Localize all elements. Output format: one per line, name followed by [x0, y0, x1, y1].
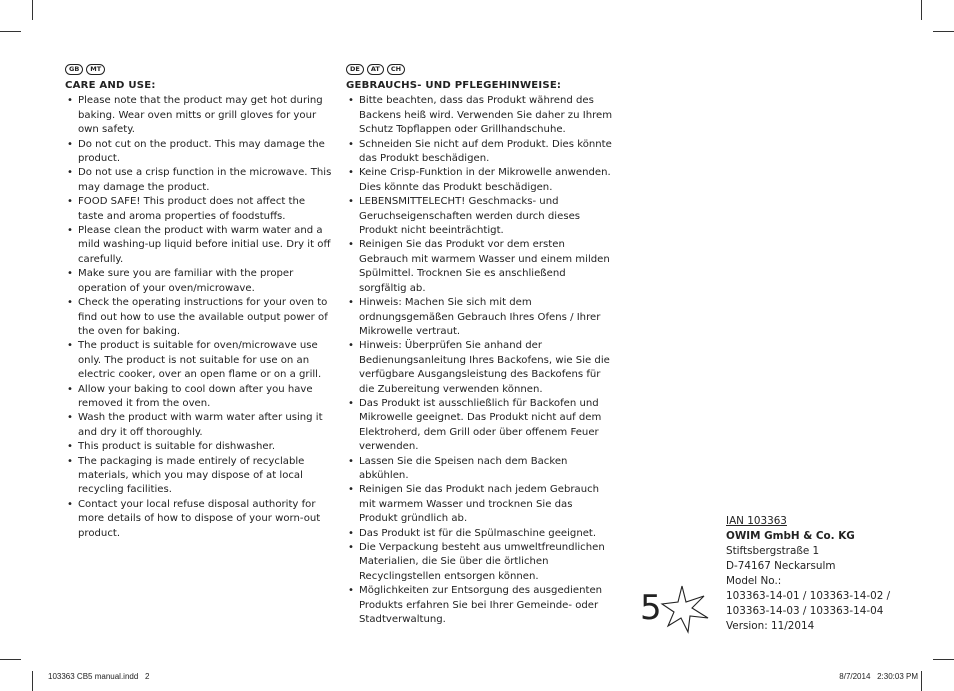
list-item: • Hinweis: Machen Sie sich mit dem ordnungsgemäßen Gebrauch Ihres Ofens / Ihrer Mikrowelle vertraut.	[346, 296, 614, 339]
english-section	[65, 64, 333, 541]
list-item: • Möglichkeiten zur Entsorgung des ausgedienten Produkts erfahren Sie bei Ihrer Gemeinde- oder Stadtverwaltung.	[346, 584, 614, 627]
list-item: • The product is suitable for oven/microwave use only. The product is not suitable for use on an electric cooker, over an open flame or on a grill.	[65, 339, 333, 382]
crop-mark	[32, 671, 33, 691]
country-badges	[346, 64, 614, 76]
list-item: • Hinweis: Überprüfen Sie anhand der Bedienungsanleitung Ihres Backofens, wie Sie die verfügbare Ausgangsleistung des Backofens für die Zubereitung verwenden können.	[346, 339, 614, 397]
crop-mark	[933, 31, 954, 32]
list-item: • Lassen Sie die Speisen nach dem Backen abkühlen.	[346, 455, 614, 484]
crop-mark	[933, 659, 954, 660]
list-item: • Make sure you are familiar with the proper operation of your oven/microwave.	[65, 267, 333, 296]
model-numbers-line: 103363-14-01 / 103363-14-02 /	[726, 590, 891, 602]
list-item: • Reinigen Sie das Produkt nach jedem Gebrauch mit warmem Wasser und trocknen Sie das Produkt gründlich ab.	[346, 483, 614, 526]
star-icon	[660, 584, 714, 634]
model-label: Model No.:	[726, 575, 782, 587]
instruction-list	[346, 94, 614, 627]
model-numbers-line: 103363-14-03 / 103363-14-04	[726, 605, 884, 617]
page-number: 5	[640, 588, 662, 628]
crop-mark	[32, 0, 33, 20]
list-item: • FOOD SAFE! This product does not affect the taste and aroma properties of foodstuffs.	[65, 195, 333, 224]
list-item: • Do not use a crisp function in the microwave. This may damage the product.	[65, 166, 333, 195]
list-item: • This product is suitable for dishwasher.	[65, 440, 333, 454]
list-item: • Please clean the product with warm water and a mild washing-up liquid before initial use. Dry it off carefully.	[65, 224, 333, 267]
country-badge-at: AT	[367, 64, 384, 75]
country-badge-gb: GB	[65, 64, 83, 75]
crop-mark	[0, 659, 21, 660]
ian-number: IAN 103363	[726, 515, 787, 527]
list-item: • Schneiden Sie nicht auf dem Produkt. Dies könnte das Produkt beschädigen.	[346, 138, 614, 167]
manufacturer-address	[726, 514, 926, 634]
list-item: • The packaging is made entirely of recyclable materials, which you may dispose of at local recycling facilities.	[65, 455, 333, 498]
list-item: • Wash the product with warm water after using it and dry it off thoroughly.	[65, 411, 333, 440]
list-item: • Das Produkt ist für die Spülmaschine geeignet.	[346, 527, 614, 541]
section-heading: GEBRAUCHS- UND PFLEGEHINWEISE:	[346, 80, 562, 91]
list-item: • Das Produkt ist ausschließlich für Backofen und Mikrowelle geeignet. Das Produkt nicht auf dem Elektroherd, dem Grill oder über offenem Feuer verwenden.	[346, 397, 614, 455]
section-heading: CARE AND USE:	[65, 80, 156, 91]
list-item: • Allow your baking to cool down after you have removed it from the oven.	[65, 383, 333, 412]
country-badges	[65, 64, 333, 76]
country-badge-mt: MT	[86, 64, 105, 75]
list-item: • Bitte beachten, dass das Produkt während des Backens heiß wird. Verwenden Sie daher zu Ihrem Schutz Topflappen oder Grillhandschuhe.	[346, 94, 614, 137]
crop-mark	[0, 31, 21, 32]
country-badge-de: DE	[346, 64, 364, 75]
country-badge-ch: CH	[387, 64, 405, 75]
list-item: • Keine Crisp-Funktion in der Mikrowelle anwenden. Dies könnte das Produkt beschädigen.	[346, 166, 614, 195]
version-info: Version: 11/2014	[726, 620, 815, 632]
crop-mark	[921, 0, 922, 20]
timestamp-slug: 8/7/2014 2:30:03 PM	[839, 672, 918, 681]
list-item: • LEBENSMITTELECHT! Geschmacks- und Geruchseigenschaften werden durch dieses Produkt nicht beeinträchtigt.	[346, 195, 614, 238]
list-item: • Reinigen Sie das Produkt vor dem ersten Gebrauch mit warmem Wasser und einem milden Spülmittel. Trocknen Sie es anschließend sorgfältig ab.	[346, 238, 614, 296]
list-item: • Check the operating instructions for your oven to find out how to use the available output power of the oven for baking.	[65, 296, 333, 339]
street-address: Stiftsbergstraße 1	[726, 545, 820, 557]
company-name: OWIM GmbH & Co. KG	[726, 530, 855, 542]
instruction-list	[65, 94, 333, 541]
list-item: • Die Verpackung besteht aus umweltfreundlichen Materialien, die Sie über die örtlichen Recyclingstellen entsorgen können.	[346, 541, 614, 584]
crop-mark	[921, 671, 922, 691]
list-item: • Do not cut on the product. This may damage the product.	[65, 138, 333, 167]
german-section	[346, 64, 614, 627]
list-item: • Contact your local refuse disposal authority for more details of how to dispose of your worn-out product.	[65, 498, 333, 541]
file-slug: 103363 CB5 manual.indd 2	[48, 672, 150, 681]
city-address: D-74167 Neckarsulm	[726, 560, 836, 572]
list-item: • Please note that the product may get hot during baking. Wear oven mitts or grill gloves for your own safety.	[65, 94, 333, 137]
